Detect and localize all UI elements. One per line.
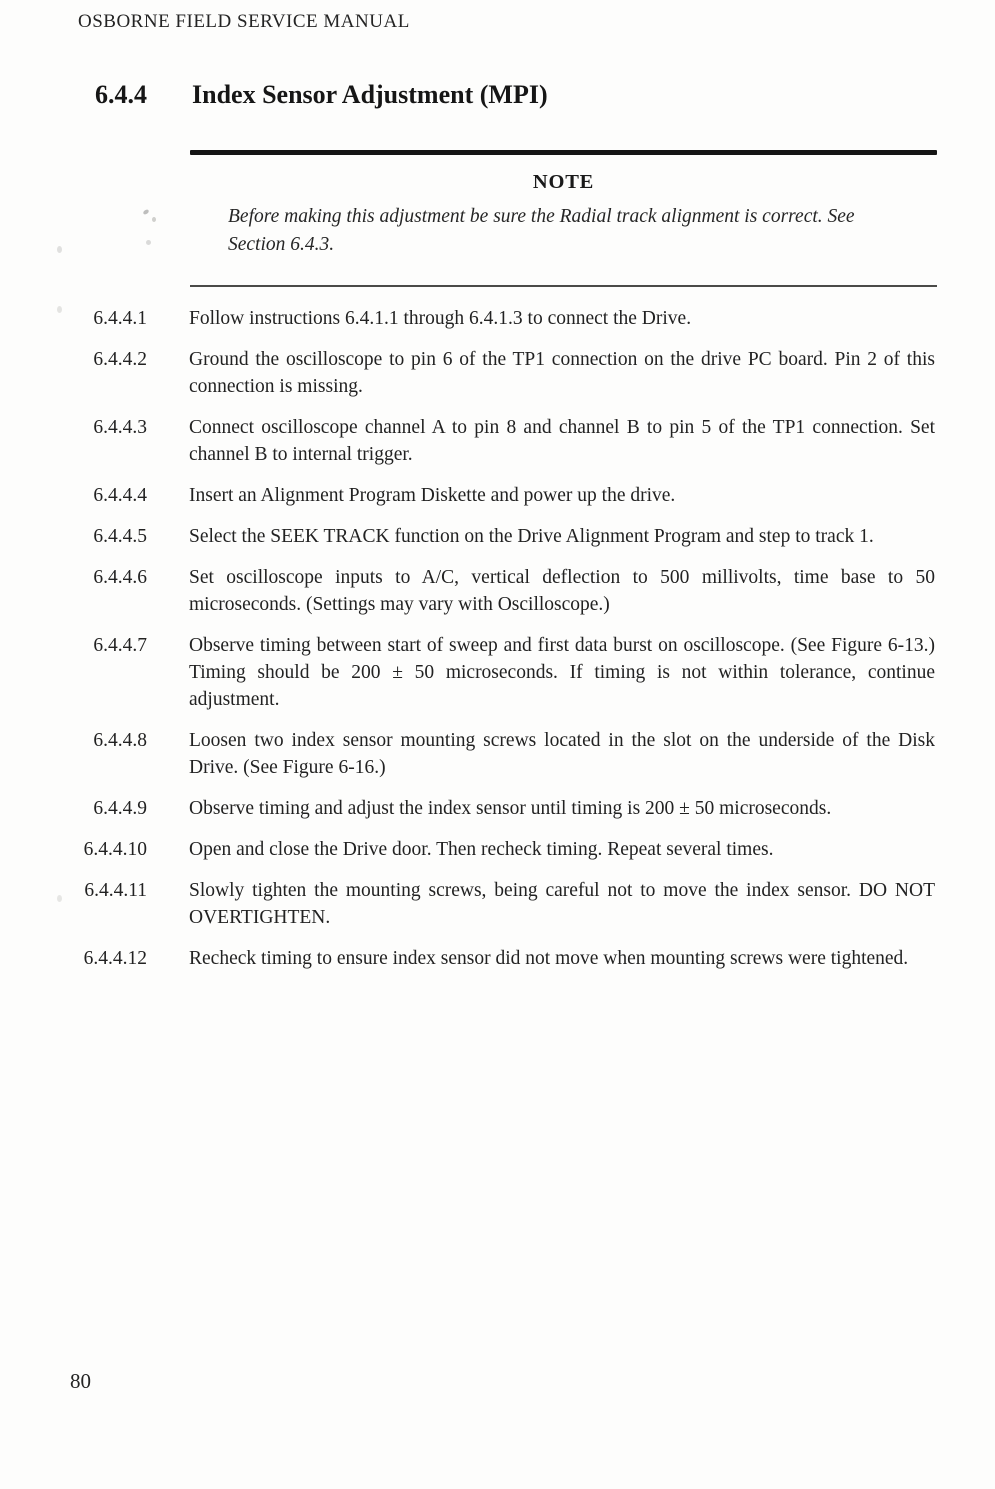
step-number: 6.4.4.1: [93, 308, 147, 329]
scan-artifact: [57, 895, 62, 902]
step-text: Insert an Alignment Program Diskette and power up the drive.: [189, 485, 676, 506]
procedure-step: [60, 414, 937, 468]
step-text: Loosen two index sensor mounting screws located in the slot on the underside of the Disk Drive. (See Figure 6-16.): [189, 730, 935, 778]
scan-artifact: [152, 217, 156, 222]
scan-artifact: [57, 306, 62, 313]
note-block: [190, 150, 937, 287]
procedure-step: [60, 945, 937, 972]
note-bottom-rule: [190, 285, 937, 287]
step-text: Recheck timing to ensure index sensor did not move when mounting screws were tightened.: [189, 948, 909, 969]
procedure-step: [60, 564, 937, 618]
step-text: Select the SEEK TRACK function on the Drive Alignment Program and step to track 1.: [189, 526, 874, 547]
procedure-step: [60, 795, 937, 822]
step-number: 6.4.4.9: [93, 798, 147, 819]
section-number: 6.4.4: [95, 80, 147, 109]
procedure-step: [60, 836, 937, 863]
step-text: Ground the oscilloscope to pin 6 of the TP1 connection on the drive PC board. Pin 2 of this connection is missing.: [189, 349, 935, 397]
step-number: 6.4.4.12: [83, 948, 147, 969]
procedure-step: [60, 346, 937, 400]
document-header: OSBORNE FIELD SERVICE MANUAL: [78, 11, 410, 32]
step-text: Slowly tighten the mounting screws, being careful not to move the index sensor. DO NOT OVERTIGHTEN.: [189, 880, 935, 928]
note-heading: NOTE: [532, 171, 595, 193]
procedure-step: [60, 523, 937, 550]
procedure-step: [60, 632, 937, 713]
page-number: 80: [70, 1369, 91, 1393]
step-number: 6.4.4.7: [93, 635, 147, 656]
procedure-step: [60, 877, 937, 931]
step-number: 6.4.4.5: [93, 526, 147, 547]
step-text: Observe timing and adjust the index sensor until timing is 200 ± 50 microseconds.: [189, 798, 832, 819]
section-heading: [95, 80, 548, 110]
procedure-step: [60, 482, 937, 509]
step-number: 6.4.4.11: [84, 880, 147, 901]
note-top-rule: [190, 150, 937, 155]
step-number: 6.4.4.6: [93, 567, 147, 588]
step-number: 6.4.4.3: [93, 417, 147, 438]
scan-artifact: [142, 209, 149, 216]
scan-artifact: [57, 246, 62, 253]
step-text: Open and close the Drive door. Then recheck timing. Repeat several times.: [189, 839, 774, 860]
step-number: 6.4.4.8: [93, 730, 147, 751]
procedure-steps: [60, 305, 937, 986]
step-number: 6.4.4.2: [93, 349, 147, 370]
step-text: Observe timing between start of sweep and first data burst on oscilloscope. (See Figure 6-13.) Timing should be 200 ± 50 microseconds. If timing is not within tolerance, continue adjustment.: [189, 635, 935, 710]
note-text: Before making this adjustment be sure the Radial track alignment is correct. See Section 6.4.3.: [228, 206, 855, 255]
step-text: Set oscilloscope inputs to A/C, vertical deflection to 500 millivolts, time base to 50 microseconds. (Settings may vary with Oscilloscope.): [189, 567, 935, 615]
scan-artifact: [146, 240, 151, 245]
procedure-step: [60, 727, 937, 781]
step-number: 6.4.4.4: [93, 485, 147, 506]
procedure-step: [60, 305, 937, 332]
step-text: Follow instructions 6.4.1.1 through 6.4.1.3 to connect the Drive.: [189, 308, 692, 329]
section-title: Index Sensor Adjustment (MPI): [192, 80, 548, 109]
step-text: Connect oscilloscope channel A to pin 8 and channel B to pin 5 of the TP1 connection. Set channel B to internal trigger.: [189, 417, 935, 465]
step-number: 6.4.4.10: [83, 839, 147, 860]
